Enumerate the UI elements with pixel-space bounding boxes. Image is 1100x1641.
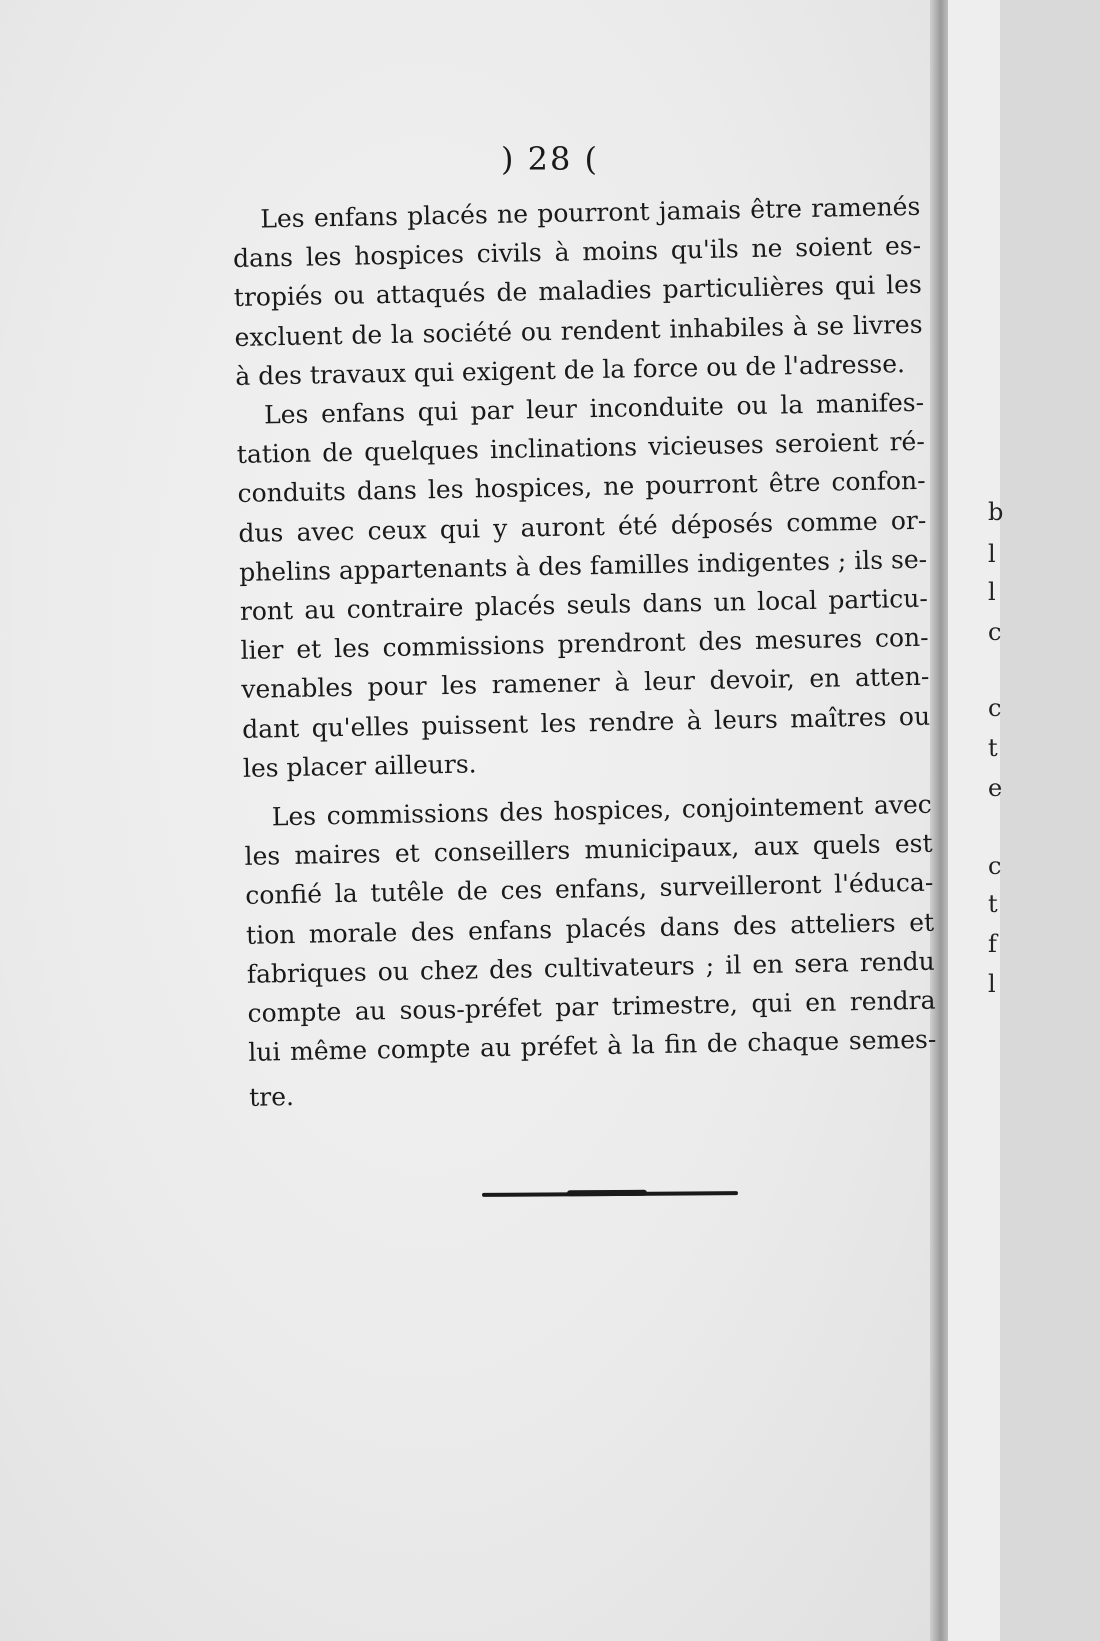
facing-page-char: c [988,694,1002,722]
facing-page-char: c [988,618,1002,646]
text-line: dus avec ceux qui y auront été déposés comme or- [238,505,927,548]
text-line: tation de quelques inclinations vicieuses seroient ré- [236,426,926,470]
text-line: fabriques ou chez des cultivateurs ; il en sera rendu [246,946,936,989]
paragraph [236,383,931,788]
text-line: lui même compte au préfet à la fin de chaque semes- [248,1024,937,1068]
text-line: phelins appartenants à des familles indigentes ; ils se- [238,544,928,587]
paragraph [232,187,924,396]
text-line: Les enfans placés ne pourront jamais être ramenés [260,191,921,234]
page-number: ) 28 ( [500,140,600,178]
facing-page-char: l [988,540,996,568]
text-line: dant qu'elles puissent les rendre à leurs maîtres ou [241,701,931,744]
text-line: Les commissions des hospices, conjointement avec [271,789,933,832]
text-line: confié la tutêle de ces enfans, surveilleront l'éduca- [245,868,934,911]
text-line: ront au contraire placés seuls dans un local particu- [239,583,929,626]
body-text [232,187,937,1118]
text-line: dans les hospices civils à moins qu'ils ne soient es- [232,230,922,274]
facing-page-char: f [988,930,997,958]
text-line: conduits dans les hospices, ne pourront être confon- [237,466,926,509]
page-gutter [930,0,948,1641]
facing-page-char: b [988,498,1004,526]
facing-page-char: e [988,774,1003,802]
facing-page-char: l [988,970,996,998]
facing-page-char: c [988,852,1002,880]
text-line: tion morale des enfans placés dans des atteliers et [245,907,935,950]
text-line: excluent de la société ou rendent inhabiles à se livres [234,309,923,352]
text-line: tropiés ou attaqués de maladies particulières qui les [233,270,923,313]
text-line: lier et les commissions prendront des mesures con- [240,622,929,666]
text-line: venables pour les ramener à leur devoir, en atten- [241,662,930,705]
facing-page-char: t [988,890,998,918]
facing-page-char: t [988,734,998,762]
paragraph [243,785,937,1118]
text-line: les placer ailleurs. [242,749,477,783]
text-line: les maires et conseillers municipaux, aux quels est [244,828,933,872]
text-line: tre. [248,1082,295,1113]
facing-page-char: l [988,578,996,606]
text-line: à des travaux qui exigent de la force ou de l'adresse. [235,348,906,391]
text-line: Les enfans qui par leur inconduite ou la manifes- [263,387,925,430]
text-line: compte au sous-préfet par trimestre, qui en rendra [247,985,936,1028]
facing-page-edge [948,0,1004,1641]
